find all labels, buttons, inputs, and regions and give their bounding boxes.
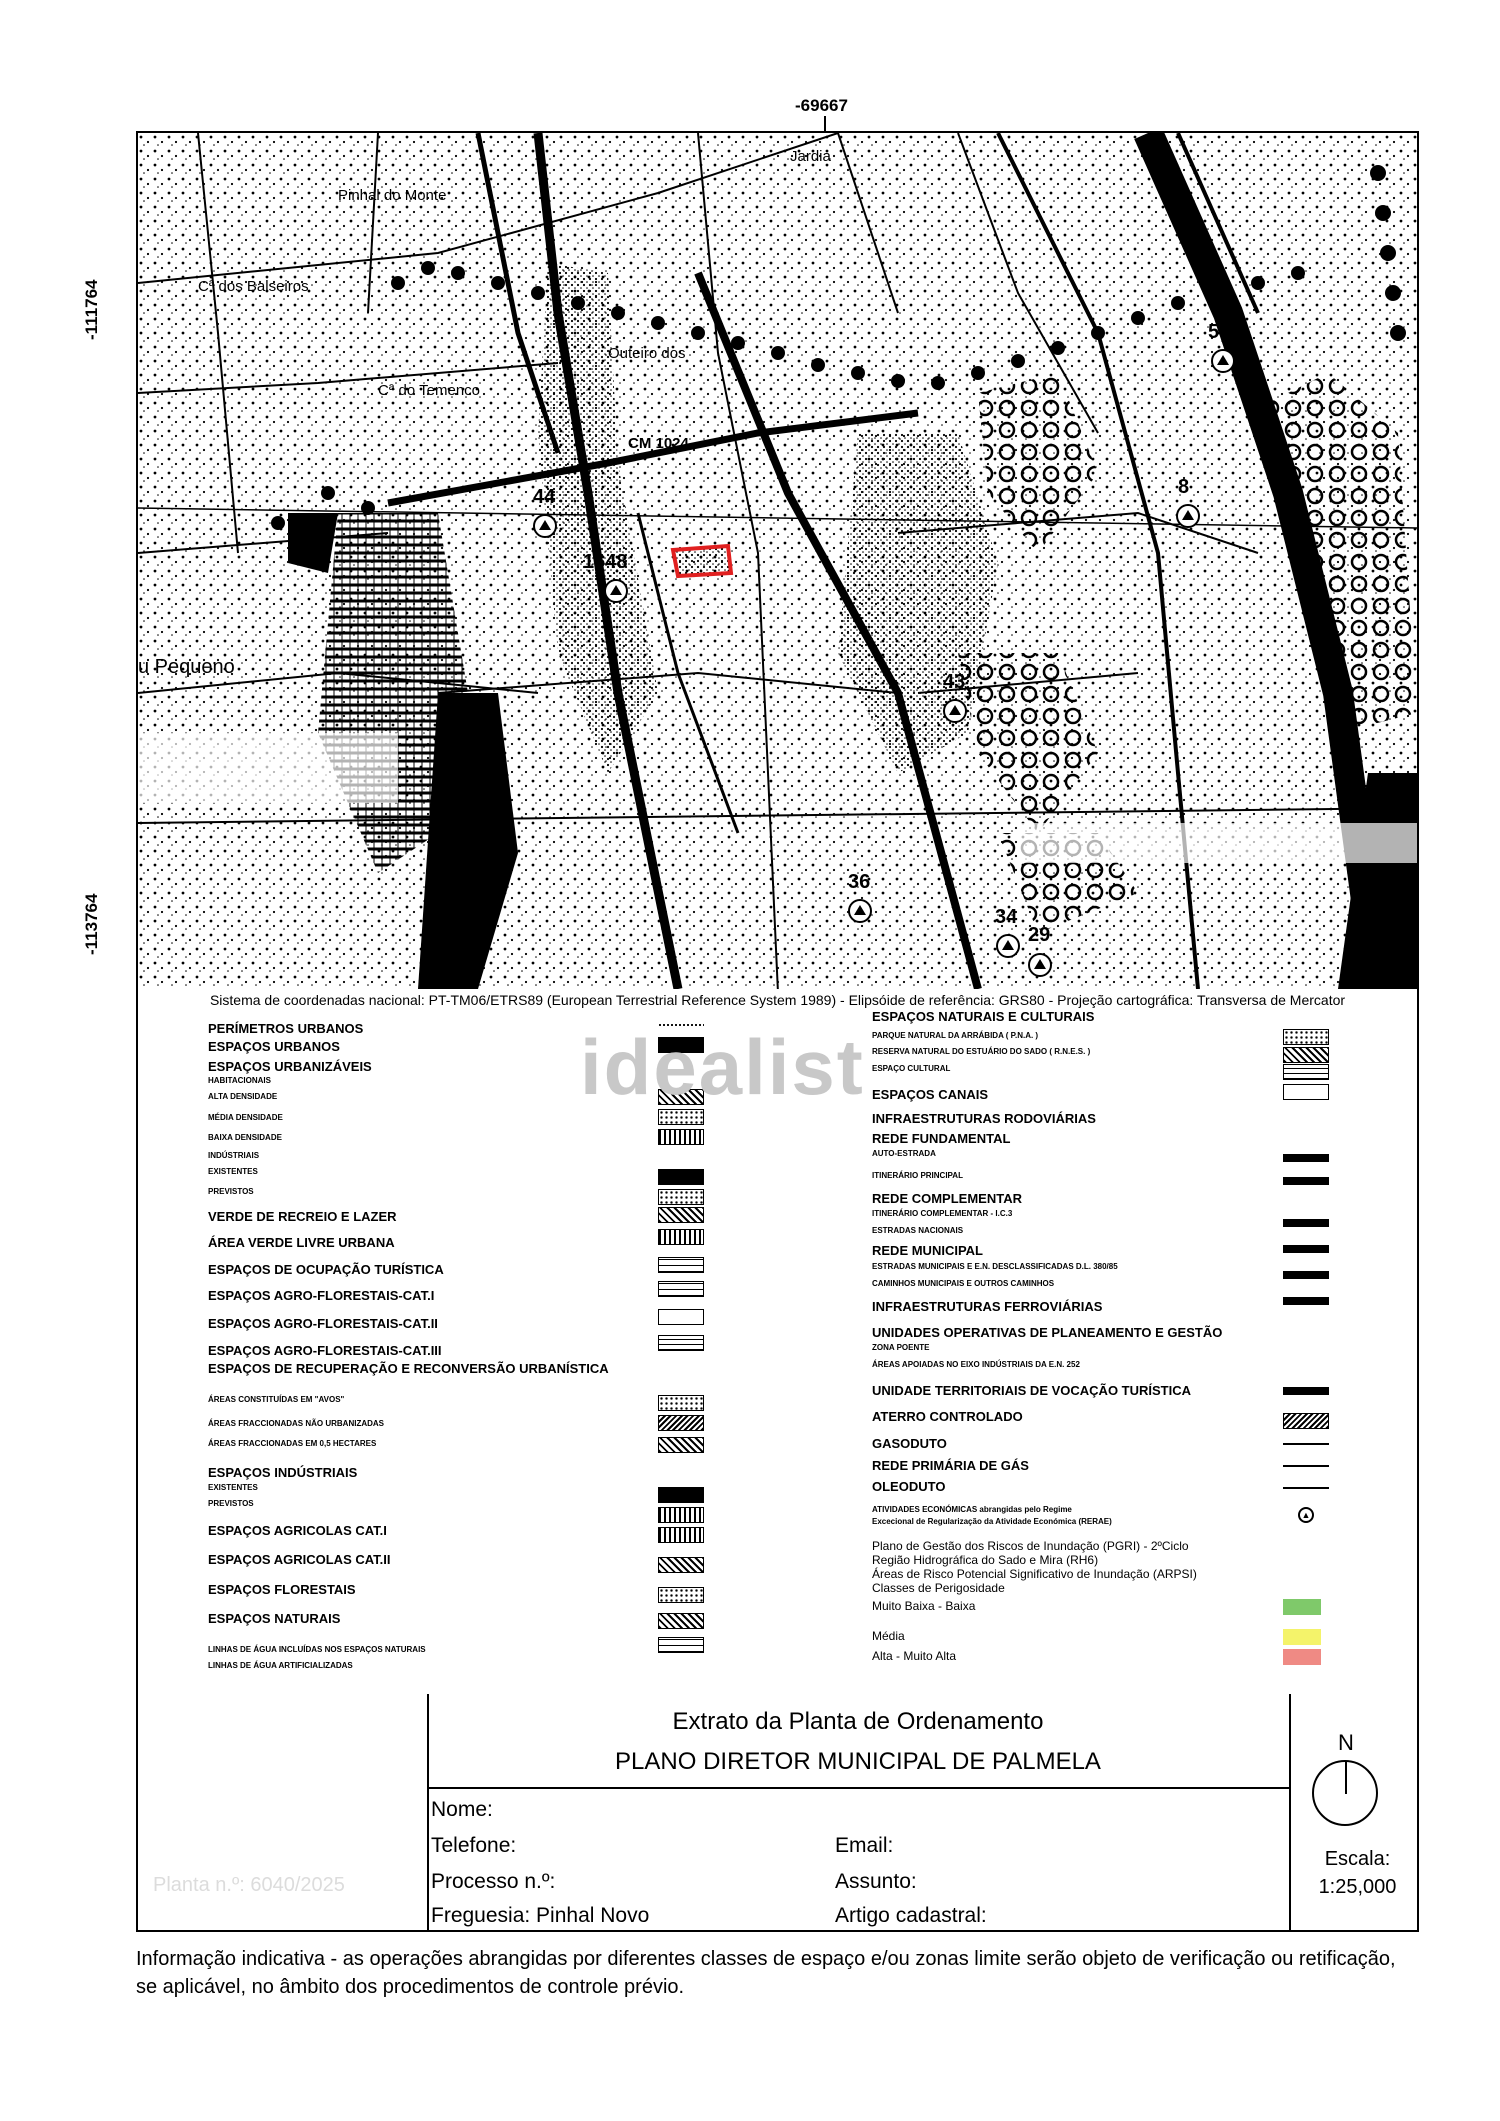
legend-swatch [1283, 1387, 1329, 1395]
legend-right-item: PARQUE NATURAL DA ARRÁBIDA ( P.N.A. ) [872, 1031, 1039, 1040]
field-telefone: Telefone: [431, 1834, 517, 1857]
svg-text:29: 29 [1028, 924, 1051, 946]
legend-right-item: INFRAESTRUTURAS FERROVIÁRIAS [872, 1299, 1103, 1314]
planta-number: Planta n.º: 6040/2025 [153, 1874, 345, 1896]
legend-right-item: REDE MUNICIPAL [872, 1243, 983, 1258]
logo-area [138, 1694, 429, 1930]
legend-left-item: ESPAÇOS AGRO-FLORESTAIS-CAT.I [208, 1288, 435, 1303]
legend-left-item: EXISTENTES [208, 1483, 258, 1492]
svg-text:36: 36 [848, 871, 871, 893]
place-label: u Pequeno [138, 656, 235, 678]
north-arrow-icon [1312, 1760, 1378, 1826]
legend-left-item: EXISTENTES [208, 1167, 258, 1176]
scale-divider [1289, 1694, 1291, 1930]
field-nome: Nome: [431, 1798, 493, 1821]
legend-right-item: ÁREAS APOIADAS NO EIXO INDÚSTRIAIS DA E.N. 252 [872, 1360, 1080, 1369]
legend-swatch [1283, 1297, 1329, 1305]
legend-left-item: PREVISTOS [208, 1499, 254, 1508]
map-graphic [138, 133, 1417, 989]
top-tick-mark [824, 116, 826, 132]
pipeline-line-symbol [1283, 1487, 1329, 1489]
legend-left-item: ESPAÇOS NATURAIS [208, 1611, 341, 1626]
legend-swatch [1283, 1177, 1329, 1185]
legend-left-item: ESPAÇOS DE RECUPERAÇÃO E RECONVERSÃO URBANÍSTICA [208, 1361, 609, 1376]
legend-right-item: ZONA POENTE [872, 1343, 930, 1352]
legend-swatch [658, 1507, 704, 1523]
legend-right-item: ITINERÁRIO PRINCIPAL [872, 1171, 963, 1180]
legend-left-item: ESPAÇOS URBANIZÁVEIS [208, 1059, 372, 1074]
field-freguesia: Freguesia: Pinhal Novo [431, 1904, 650, 1927]
legend-left-item: ESPAÇOS FLORESTAIS [208, 1582, 356, 1597]
svg-text:34: 34 [995, 906, 1018, 928]
legend-swatch [658, 1189, 704, 1205]
legend-right-item: Excecional de Regularização da Atividade Económica (RERAE) [872, 1517, 1112, 1526]
legend-right-item: REDE FUNDAMENTAL [872, 1131, 1011, 1146]
legend-swatch [1283, 1047, 1329, 1063]
legend-swatch [1283, 1029, 1329, 1045]
legend-right-item: CAMINHOS MUNICIPAIS E OUTROS CAMINHOS [872, 1279, 1055, 1288]
map-view[interactable] [136, 131, 1419, 1013]
watermark-text: idealist [580, 1023, 865, 1111]
legend-swatch [1283, 1271, 1329, 1279]
legend-left-item: ESPAÇOS DE OCUPAÇÃO TURÍSTICA [208, 1262, 444, 1277]
scale-label: Escala: [1324, 1848, 1391, 1870]
legend-right-item: ESPAÇOS NATURAIS E CULTURAIS [872, 1009, 1095, 1024]
rerae-marker-icon: ▲ [1298, 1507, 1314, 1523]
legend-right-item: ESPAÇO CULTURAL [872, 1064, 951, 1073]
legend-swatch [658, 1129, 704, 1145]
legend-swatch [658, 1309, 704, 1325]
legend-left-item: ESPAÇOS AGRICOLAS CAT.II [208, 1552, 391, 1567]
highlighted-parcel [673, 546, 731, 576]
legend-swatch [1283, 1064, 1329, 1080]
field-processo: Processo n.º: [431, 1870, 556, 1893]
legend-swatch [658, 1637, 704, 1653]
legend-right-item: Áreas de Risco Potencial Significativo de Inundação (ARPSI) [872, 1567, 1197, 1581]
legend-swatch [1283, 1219, 1329, 1227]
legend-left-item: ESPAÇOS AGRICOLAS CAT.I [208, 1523, 387, 1538]
legend-left-item: BAIXA DENSIDADE [208, 1133, 282, 1142]
legend-right-item: AUTO-ESTRADA [872, 1149, 936, 1158]
legend-right-item: ESTRADAS MUNICIPAIS E E.N. DESCLASSIFICADAS D.L. 380/85 [872, 1262, 1118, 1271]
legend-swatch [658, 1487, 704, 1503]
legend-left-item: ÁREAS FRACCIONADAS NÃO URBANIZADAS [208, 1419, 384, 1428]
svg-text:8: 8 [1178, 476, 1190, 498]
legend-left-item: ESPAÇOS AGRO-FLORESTAIS-CAT.III [208, 1343, 442, 1358]
legend-swatch [658, 1281, 704, 1297]
legend-left-item: ÁREAS CONSTITUÍDAS EM "AVOS" [208, 1395, 345, 1404]
crs-note: Sistema de coordenadas nacional: PT-TM06/ETRS89 (European Terrestrial Reference System 1989) - Elipsóide de referência: GRS80 - Projeção cartográfica: Transversa de Mercator [138, 989, 1417, 1011]
field-assunto: Assunto: [835, 1870, 917, 1893]
svg-text:50: 50 [1208, 321, 1231, 343]
risk-class-swatch-high [1283, 1649, 1321, 1665]
place-label: Outeiro dos [608, 345, 686, 362]
place-label: Pinhal do Monte [338, 187, 447, 204]
legend-left-item: ESPAÇOS AGRO-FLORESTAIS-CAT.II [208, 1316, 438, 1331]
pipeline-line-symbol [1283, 1443, 1329, 1445]
legend-left-item: HABITACIONAIS [208, 1076, 271, 1085]
legend-right-item: REDE COMPLEMENTAR [872, 1191, 1022, 1206]
legend-left-item: LINHAS DE ÁGUA ARTIFICIALIZADAS [208, 1661, 353, 1670]
legend-right-item: ATIVIDADES ECONÓMICAS abrangidas pelo Regime [872, 1505, 1072, 1514]
legend-swatch [658, 1257, 704, 1273]
svg-text:44: 44 [533, 486, 556, 508]
title-line-2: PLANO DIRETOR MUNICIPAL DE PALMELA [615, 1748, 1101, 1775]
legend-left-item: ÁREA VERDE LIVRE URBANA [208, 1235, 395, 1250]
legend-swatch [1283, 1413, 1329, 1429]
legend-right-item: INFRAESTRUTURAS RODOVIÁRIAS [872, 1111, 1096, 1126]
svg-text:1648: 1648 [583, 551, 628, 573]
legend-left-item: ALTA DENSIDADE [208, 1092, 278, 1101]
title-line-1: Extrato da Planta de Ordenamento [672, 1708, 1044, 1735]
legend-right-item: GASODUTO [872, 1436, 947, 1451]
legend-swatch [1283, 1084, 1329, 1100]
legend-right-item: Média [872, 1629, 905, 1643]
legend-right-item: REDE PRIMÁRIA DE GÁS [872, 1458, 1029, 1473]
legend-swatch [658, 1207, 704, 1223]
risk-class-swatch-low [1283, 1599, 1321, 1615]
legend-swatch [1283, 1245, 1329, 1253]
field-email: Email: [835, 1834, 894, 1857]
legend-swatch [658, 1395, 704, 1411]
left-y-coordinate-upper: -111764 [82, 279, 101, 340]
legend-left-item: INDÚSTRIAIS [208, 1151, 260, 1160]
svg-text:43: 43 [943, 671, 966, 693]
top-x-coordinate: -69667 [795, 96, 848, 115]
legend-swatch [658, 1613, 704, 1629]
legend-right-item: OLEODUTO [872, 1479, 946, 1494]
legend-right-item: Muito Baixa - Baixa [872, 1599, 976, 1613]
legend-right-item: ESPAÇOS CANAIS [872, 1087, 989, 1102]
legend-left-item: ESPAÇOS INDÚSTRIAIS [208, 1465, 358, 1480]
legend-right-item: Plano de Gestão dos Riscos de Inundação (PGRI) - 2ºCiclo [872, 1539, 1189, 1553]
title-block [136, 1694, 1419, 1932]
legend-left-item: ESPAÇOS URBANOS [208, 1039, 340, 1054]
legend-swatch [658, 1415, 704, 1431]
place-label: Jardia [790, 148, 831, 165]
pipeline-line-symbol [1283, 1465, 1329, 1467]
legend-right-item: Região Hidrográfica do Sado e Mira (RH6) [872, 1553, 1099, 1567]
legend-right-item: UNIDADE TERRITORIAIS DE VOCAÇÃO TURÍSTICA [872, 1383, 1191, 1398]
legend-right-item: ATERRO CONTROLADO [872, 1409, 1023, 1424]
title-divider [427, 1787, 1289, 1789]
north-label: N [1338, 1730, 1354, 1755]
legend-right-item: ITINERÁRIO COMPLEMENTAR - I.C.3 [872, 1209, 1013, 1218]
legend-left-item: PERÍMETROS URBANOS [208, 1021, 364, 1036]
legend-swatch [658, 1587, 704, 1603]
legend-left-item: MÉDIA DENSIDADE [208, 1113, 283, 1122]
legend-swatch [658, 1229, 704, 1245]
legend-swatch [658, 1557, 704, 1573]
place-label: Cª do Temenco [378, 382, 480, 399]
legend-swatch [658, 1527, 704, 1543]
legend-right-item: Alta - Muito Alta [872, 1649, 957, 1663]
place-label: Cª dos Balseiros [198, 278, 309, 295]
legend-right-item: UNIDADES OPERATIVAS DE PLANEAMENTO E GESTÃO [872, 1325, 1223, 1340]
legend-right-item: ESTRADAS NACIONAIS [872, 1226, 964, 1235]
legend-swatch [1283, 1154, 1329, 1162]
scale-value: 1:25,000 [1318, 1876, 1397, 1898]
legend-right-item: RESERVA NATURAL DO ESTUÁRIO DO SADO ( R.N.E.S. ) [872, 1047, 1091, 1056]
left-y-coordinate-lower: -113764 [82, 893, 101, 955]
risk-class-swatch-medium [1283, 1629, 1321, 1645]
footer-note: Informação indicativa - as operações abrangidas por diferentes classes de espaço e/ou zonas limite serão objeto de verificação ou retificação, se aplicável, no âmbito dos procedimentos de controle prévio. [136, 1948, 1396, 1998]
place-label: CM 1024 [628, 435, 689, 452]
legend-swatch [658, 1169, 704, 1185]
field-artigo: Artigo cadastral: [835, 1904, 987, 1927]
legend-left-item: LINHAS DE ÁGUA INCLUÍDAS NOS ESPAÇOS NATURAIS [208, 1645, 426, 1654]
legend-left-item: VERDE DE RECREIO E LAZER [208, 1209, 397, 1224]
legend-right-item: Classes de Perigosidade [872, 1581, 1005, 1595]
legend-swatch [658, 1335, 704, 1351]
legend-left-item: PREVISTOS [208, 1187, 254, 1196]
legend-left-item: ÁREAS FRACCIONADAS EM 0,5 HECTARES [208, 1439, 377, 1448]
legend-swatch [658, 1437, 704, 1453]
